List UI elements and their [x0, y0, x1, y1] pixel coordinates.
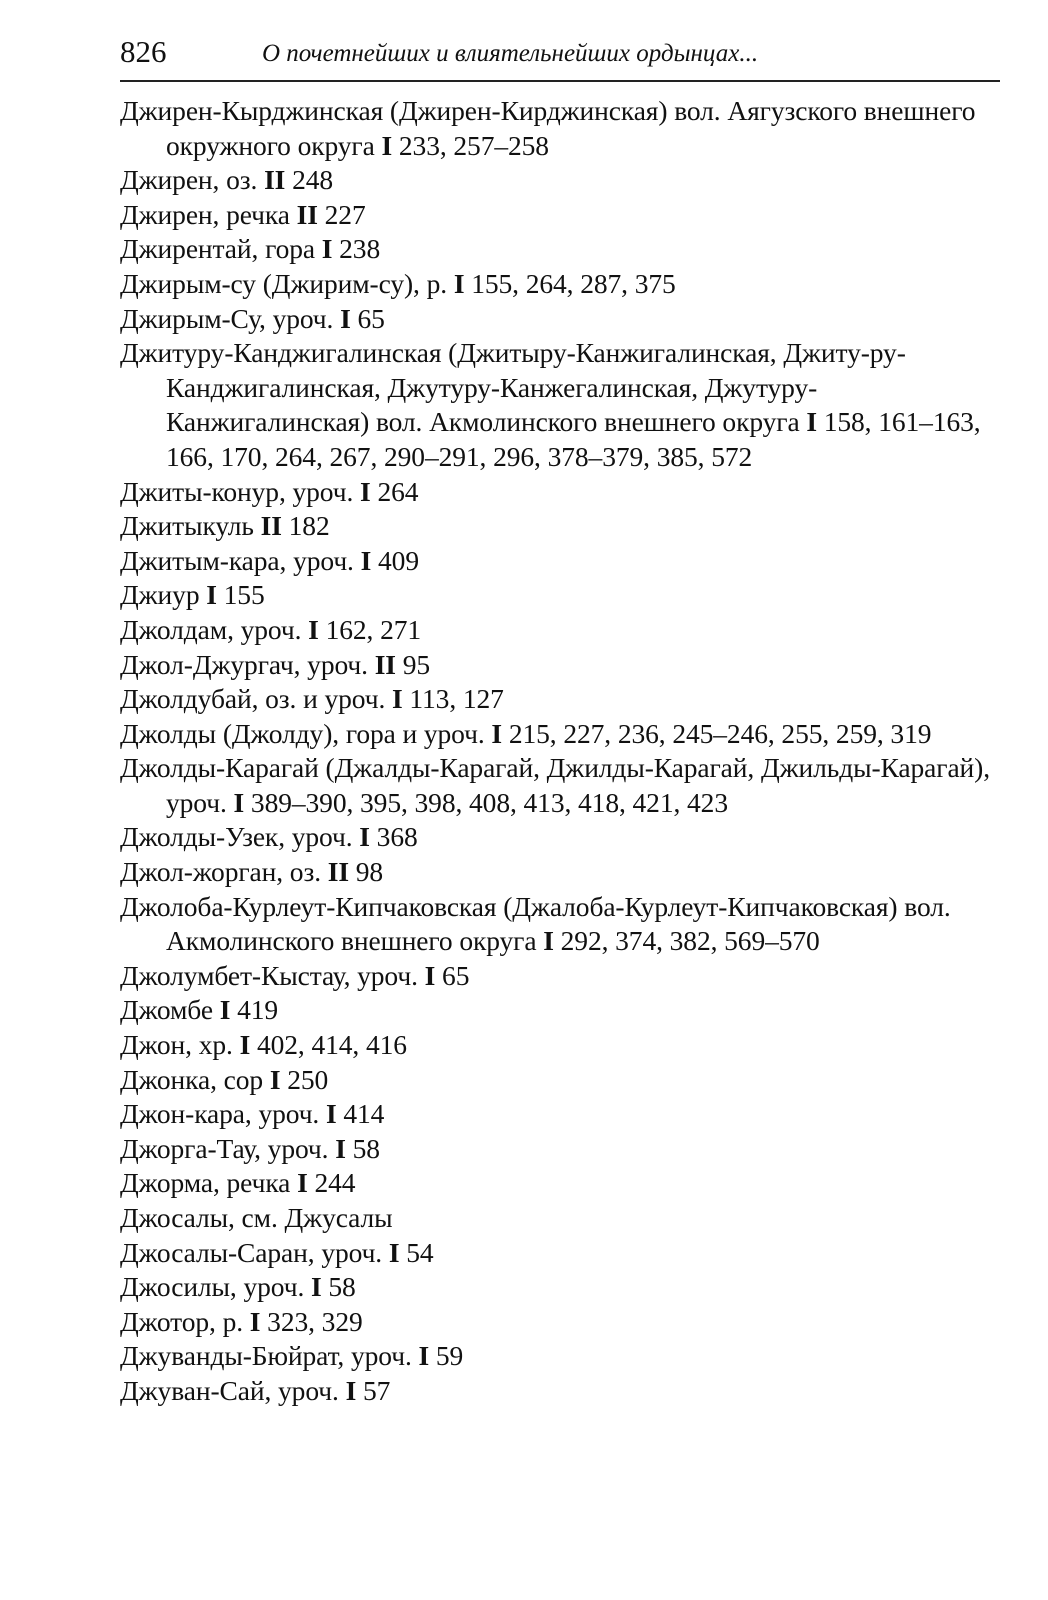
entry-pages: 323, 329 — [267, 1305, 363, 1337]
entry-name: Джорга-Тау, уроч. — [120, 1132, 329, 1164]
entry-volume: I — [360, 475, 371, 507]
entry-volume: I — [345, 1374, 357, 1406]
index-entry — [120, 613, 1000, 648]
entry-name: Джосалы-Саран, уроч. — [120, 1236, 383, 1268]
entry-volume: I — [335, 1132, 346, 1164]
index-entry — [120, 232, 1000, 267]
entry-name: Джол-Джургач, уроч. — [120, 648, 368, 680]
entry-name: Джитуру-Канджигалинская (Джитыру-Канжигалинская, Джиту-ру-Канджигалинская, Джутуру-Канжегалинская, Джутуру-Канжигалинская) вол. Акмолинского внешнего округа — [120, 337, 906, 438]
entry-pages: 65 — [442, 959, 470, 991]
entry-name: Джуван-Сай, уроч. — [120, 1374, 339, 1406]
entry-name: Джитым-кара, уроч. — [120, 544, 354, 576]
entry-pages: 414 — [343, 1098, 385, 1130]
entry-name: Джиты-конур, уроч. — [120, 475, 354, 507]
entry-pages: 402, 414, 416 — [256, 1029, 407, 1061]
index-entry — [120, 544, 1000, 579]
entry-volume: I — [219, 994, 231, 1026]
entry-volume: I — [308, 613, 319, 645]
entry-pages: 155 — [223, 579, 265, 611]
entry-volume: I — [381, 129, 393, 161]
entry-name: Джирен, оз. — [120, 164, 258, 196]
index-entry — [120, 163, 1000, 198]
index-entry — [120, 959, 1000, 994]
entry-pages: 215, 227, 236, 245–246, 255, 259, 319 — [508, 717, 932, 749]
index-entry — [120, 1339, 1000, 1374]
entry-volume: I — [321, 233, 333, 265]
entry-pages: 389–390, 395, 398, 408, 413, 418, 421, 423 — [250, 786, 728, 818]
entry-volume: I — [239, 1029, 251, 1061]
index-entry — [120, 1270, 1000, 1305]
entry-pages: 95 — [402, 648, 431, 680]
entry-name: Джолды-Карагай (Джалды-Карагай, Джилды-Карагай, Джильды-Карагай), уроч. — [120, 752, 990, 818]
entry-volume: I — [233, 786, 245, 818]
entry-volume: I — [359, 821, 370, 853]
index-entry — [120, 267, 1000, 302]
entry-pages: 250 — [287, 1063, 329, 1095]
index-entry — [120, 1201, 1000, 1236]
entry-pages: 54 — [406, 1236, 434, 1268]
index-entry — [120, 993, 1000, 1028]
index-entry — [120, 509, 1000, 544]
entry-pages: 59 — [435, 1340, 464, 1372]
index-entry — [120, 1063, 1000, 1098]
entry-pages: 292, 374, 382, 569–570 — [560, 925, 820, 957]
entry-volume: I — [340, 302, 351, 334]
entry-pages: 182 — [288, 510, 330, 542]
entry-volume: I — [297, 1167, 308, 1199]
index-entry — [120, 302, 1000, 337]
index-entry — [120, 198, 1000, 233]
entry-pages: 57 — [362, 1374, 391, 1406]
entry-name: Джолоба-Курлеут-Кипчаковская (Джалоба-Курлеут-Кипчаковская) вол. Акмолинского внешнего округа — [120, 890, 951, 957]
entry-pages: 419 — [237, 994, 279, 1026]
entry-pages: 248 — [292, 164, 334, 196]
entry-pages: 162, 271 — [325, 613, 422, 645]
index-entry — [120, 1166, 1000, 1201]
entry-volume: I — [418, 1340, 430, 1372]
entry-volume: I — [491, 717, 503, 749]
entry-pages: 409 — [378, 544, 419, 576]
entry-name: Джиур — [120, 579, 200, 611]
index-entry-list — [120, 94, 1000, 1409]
index-entry — [120, 1236, 1000, 1271]
entry-name: Джолдубай, оз. и уроч. — [120, 683, 386, 715]
entry-volume: I — [453, 267, 465, 299]
entry-pages: 113, 127 — [409, 683, 504, 715]
entry-volume: II — [260, 510, 282, 542]
entry-volume: I — [206, 579, 217, 611]
entry-volume: I — [424, 959, 436, 991]
entry-volume: II — [374, 648, 396, 680]
entry-volume: I — [325, 1098, 337, 1130]
entry-name: Джитыкуль — [120, 510, 254, 542]
index-entry — [120, 1305, 1000, 1340]
index-entry — [120, 890, 1000, 959]
index-entry — [120, 648, 1000, 683]
entry-pages: 158, 161–163, 166, 170, 264, 267, 290–291, 296, 378–379, 385, 572 — [166, 406, 981, 472]
index-entry — [120, 717, 1000, 752]
entry-name: Джомбе — [120, 994, 213, 1026]
entry-volume: I — [388, 1236, 400, 1268]
entry-pages: 58 — [328, 1271, 356, 1303]
entry-name: Джол-жорган, оз. — [120, 856, 321, 888]
running-title: О почетнейших и влиятельнейших ордынцах... — [262, 40, 759, 67]
entry-name: Джон-кара, уроч. — [120, 1098, 320, 1130]
entry-pages: 98 — [355, 856, 384, 888]
entry-pages: 227 — [324, 198, 366, 230]
index-page — [120, 28, 1000, 1409]
index-entry — [120, 336, 1000, 474]
index-entry — [120, 751, 1000, 820]
entry-name: Джонка, сор — [120, 1063, 264, 1095]
entry-pages: 58 — [352, 1132, 380, 1164]
entry-name: Джотор, р. — [120, 1305, 243, 1337]
entry-name: Джосалы, см. Джусалы — [120, 1202, 393, 1233]
entry-pages: 244 — [314, 1167, 356, 1199]
entry-volume: I — [249, 1305, 261, 1337]
entry-name: Джирен, речка — [120, 198, 290, 230]
entry-name: Джирым-Су, уроч. — [120, 302, 334, 334]
entry-name: Джосилы, уроч. — [120, 1271, 305, 1303]
index-entry — [120, 578, 1000, 613]
entry-volume: I — [392, 683, 403, 715]
entry-volume: II — [264, 164, 286, 196]
entry-volume: I — [806, 406, 817, 438]
index-entry — [120, 1028, 1000, 1063]
entry-volume: I — [543, 925, 554, 957]
index-entry — [120, 1097, 1000, 1132]
entry-name: Джон, хр. — [120, 1029, 233, 1061]
entry-pages: 155, 264, 287, 375 — [471, 267, 676, 299]
entry-name: Джирен-Кырджинская (Джирен-Кирджинская) вол. Аягузского внешнего окружного округа — [120, 95, 976, 161]
index-entry — [120, 1374, 1000, 1409]
index-entry — [120, 682, 1000, 717]
index-entry — [120, 855, 1000, 890]
entry-pages: 65 — [357, 302, 385, 334]
entry-pages: 238 — [339, 233, 381, 265]
entry-volume: I — [360, 544, 372, 576]
running-header — [120, 28, 1000, 82]
index-entry — [120, 94, 1000, 163]
entry-name: Джолды (Джолду), гора и уроч. — [120, 717, 485, 749]
entry-volume: I — [269, 1063, 281, 1095]
entry-name: Джирентай, гора — [120, 233, 315, 265]
entry-name: Джирым-су (Джирим-су), р. — [120, 267, 448, 299]
entry-pages: 233, 257–258 — [398, 129, 549, 161]
entry-pages: 368 — [376, 821, 418, 853]
index-entry — [120, 1132, 1000, 1167]
entry-name: Джолды-Узек, уроч. — [120, 821, 353, 853]
entry-pages: 264 — [377, 475, 419, 507]
entry-name: Джорма, речка — [120, 1167, 291, 1199]
entry-name: Джолдам, уроч. — [120, 613, 302, 645]
index-entry — [120, 475, 1000, 510]
page-number: 826 — [120, 34, 167, 69]
index-entry — [120, 820, 1000, 855]
entry-name: Джолумбет-Кыстау, уроч. — [120, 959, 418, 991]
entry-volume: II — [296, 198, 318, 230]
entry-volume: II — [327, 856, 349, 888]
entry-name: Джуванды-Бюйрат, уроч. — [120, 1340, 412, 1372]
entry-volume: I — [311, 1271, 322, 1303]
